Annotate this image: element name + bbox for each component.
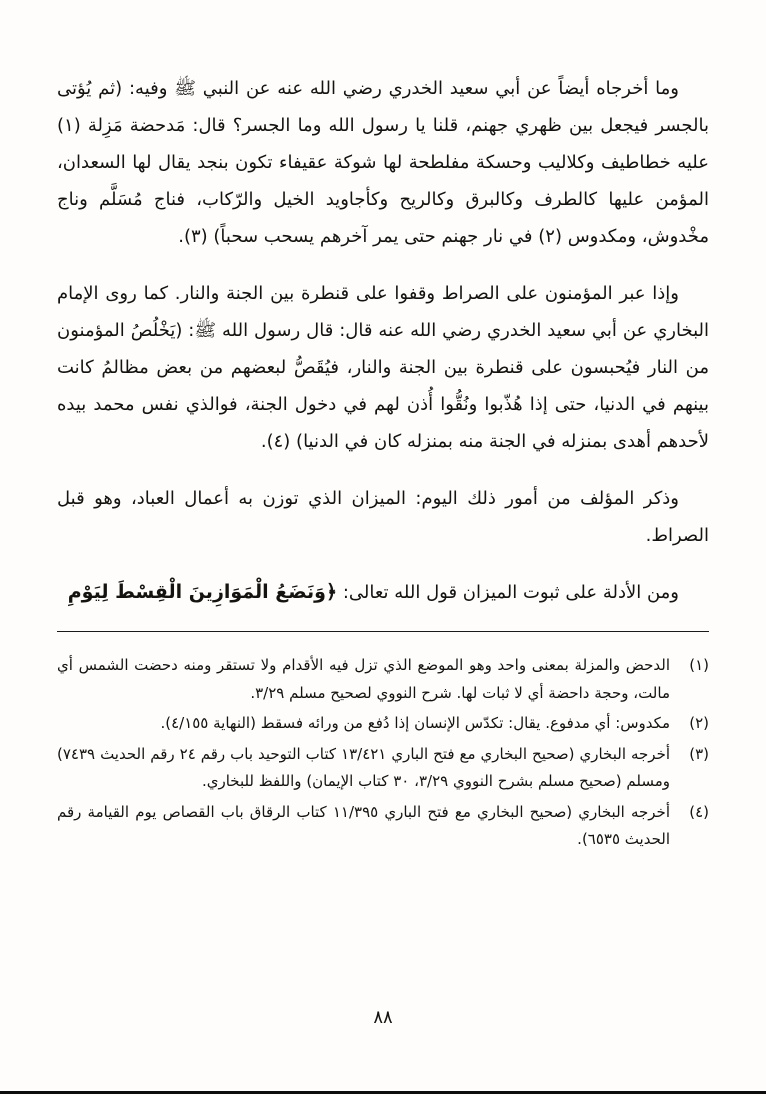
body-paragraph-1: وما أخرجاه أيضاً عن أبي سعيد الخدري رضي الله عنه عن النبي ﷺ وفيه: (ثم يُؤتى بالجسر فيجعل بين ظهري جهنم، قلنا يا رسول الله وما الجسر؟ قال: مَدحضة مَزِلة (١) عليه خطاطيف وكلاليب وحسكة مفلطحة لها شوكة عقيفاء تكون بنجد يقال لها السعدان، المؤمن عليها كالطرف وكالبرق وكالريح وكأجاويد الخيل والرّكاب، فناج مُسَلَّم وناج مخْدوش، ومكدوس (٢) في نار جهنم حتى يمر آخرهم يسحب سحباً) (٣). [57,78,709,247]
quran-verse: ﴿وَنَضَعُ الْمَوَازِينَ الْقِسْطَ لِيَوْمِ [67,581,338,603]
footnote-text: أخرجه البخاري (صحيح البخاري مع فتح الباري ١٣/٤٢١ كتاب التوحيد باب رقم ٢٤ رقم الحديث ٧٤٣٩) ومسلم (صحيح مسلم بشرح النووي ٣/٢٩، ٣٠ كتاب الإيمان) واللفظ للبخاري. [57,744,671,790]
footnote-text: أخرجه البخاري (صحيح البخاري مع فتح الباري ١١/٣٩٥ كتاب الرقاق باب القصاص يوم القيامة رقم الحديث ٦٥٣٥). [57,802,670,848]
body-paragraph-4 [57,574,709,611]
footnote-text: مكدوس: أي مدفوع. يقال: تكدّس الإنسان إذا دُفع من ورائه فسقط (النهاية ٤/١٥٥). [160,714,670,732]
scan-edge-artifact [0,1091,766,1094]
footnote-marker: (٣) [689,744,709,763]
body-paragraph-3: وذكر المؤلف من أمور ذلك اليوم: الميزان الذي توزن به أعمال العباد، وهو قبل الصراط. [57,488,709,546]
footnote-separator [57,631,709,632]
footnote-marker: (٤) [689,802,709,821]
verse-intro-text: ومن الأدلة على ثبوت الميزان قول الله تعالى: [337,582,679,603]
footnote-3 [57,741,709,796]
footnote-2 [57,710,709,738]
body-paragraph-2: وإذا عبر المؤمنون على الصراط وقفوا على قنطرة بين الجنة والنار. كما روى الإمام البخاري عن أبي سعيد الخدري رضي الله عنه قال: قال رسول الله ﷺ: (يَخْلُصُ المؤمنون من النار فيُحبسون على قنطرة بين الجنة والنار، فيُقَصُّ لبعضهم من بعض مظالمُ كانت بينهم في الدنيا، حتى إذا هُذّبوا ونُقُّوا أُذن لهم في دخول الجنة، فوالذي نفس محمد بيده لأحدهم أهدى بمنزله في الجنة منه بمنزله كان في الدنيا) (٤). [57,283,709,452]
footnote-marker: (٢) [689,714,709,732]
footnotes-section [57,652,709,854]
text-block [57,70,709,857]
footnote-marker: (١) [689,656,709,674]
footnote-text: الدحض والمزلة بمعنى واحد وهو الموضع الذي تزل فيه الأقدام ولا تستقر ومنه دحضت الشمس أي مالت، وحجة داحضة أي لا ثبات لها. شرح النووي لصحيح مسلم ٣/٢٩. [57,656,670,702]
footnote-1 [57,652,709,707]
page-number: ٨٨ [373,1007,393,1028]
footnote-4 [57,799,709,854]
